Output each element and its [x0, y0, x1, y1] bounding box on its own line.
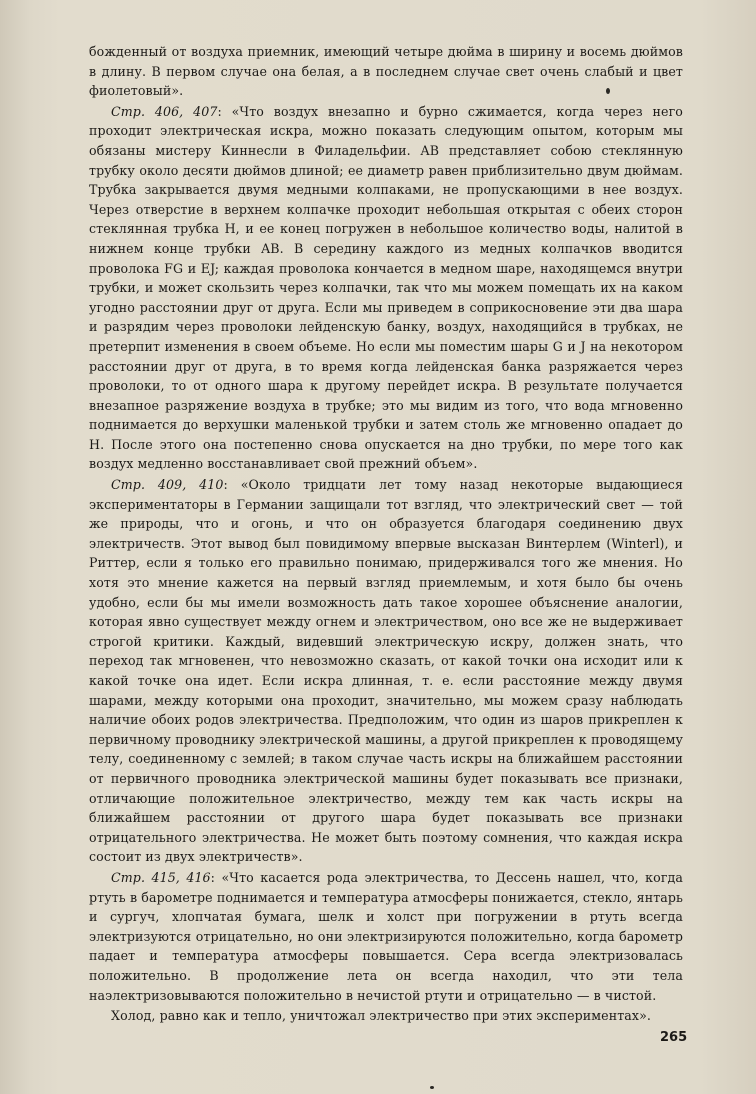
paragraph-4-text: : «Что касается рода электричества, то Дессень нашел, что, когда ртуть в барометре поднимается и температура атмосферы понижается, стекло, янтарь и сургуч, хлопчатая бумага, шелк и холст при погружении в ртуть всегда электризуются отрицательно, но они электризируются положительно, когда барометр падает и температура атмосферы повышается. Сера всегда электризовалась положительно. В продолжение лета он всегда находил, что эти тела наэлектризовываются положительно в нечистой ртути и отрицательно — в чистой. [89, 869, 683, 1003]
ink-speck [430, 1086, 434, 1089]
page-reference: Стр. 409, 410 [111, 477, 224, 493]
paragraph-3-text: : «Около тридцати лет тому назад некоторые выдающиеся экспериментаторы в Германии защищали тот взгляд, что электрический свет — той же природы, что и огонь, и что он образуется благодаря соединению двух электричеств. Этот вывод был повидимому впервые высказан Винтерлем (Winterl), и Риттер, если я только его правильно понимаю, придерживался того же мнения. Но хотя это мнение кажется на первый взгляд приемлемым, и хотя было бы очень удобно, если бы мы имели возможность дать такое хорошее объяснение аналогии, которая явно существует между огнем и электричеством, оно все же не выдерживает строгой критики. Каждый, видевший электрическую искру, должен знать, что переход так мгновенен, что невозможно сказать, от какой точки она исходит или к какой точке она идет. Если искра длинная, т. е. если расстояние между двумя шарами, между которыми она проходит, значительно, мы можем сразу наблюдать наличие обоих родов электричества. Предположим, что один из шаров прикреплен к первичному проводнику электрической машины, а другой прикреплен к проводящему телу, соединенному с землей; в таком случае часть искры на ближайшем расстоянии от первичного проводника электрической машины будет показывать все признаки, отличающие положительное электричество, между тем как часть искры на ближайшем расстоянии от другого шара будет показывать все признаки отрицательного электричества. Не может быть поэтому сомнения, что каждая искра состоит из двух электричеств». [89, 477, 684, 865]
body-text [89, 42, 683, 1026]
paragraph-5 [89, 1006, 683, 1026]
page-number: 265 [660, 1030, 688, 1045]
page-reference: Стр. 406, 407 [111, 103, 218, 119]
paragraph-4 [89, 868, 683, 1005]
page-reference: Стр. 415, 416 [111, 869, 211, 885]
paragraph-2 [89, 102, 683, 474]
paragraph-1-text: божденный от воздуха приемник, имеющий четыре дюйма в ширину и восемь дюймов в длину. В первом случае она белая, а в последнем случае свет очень слабый и цвет фиолетовый». [89, 44, 683, 99]
paragraph-3 [89, 475, 683, 867]
ink-speck [606, 88, 610, 94]
paragraph-5-text: Холод, равно как и тепло, уничтожал электричество при этих экспериментах». [111, 1008, 652, 1024]
paragraph-1 [89, 42, 683, 101]
paragraph-2-text: : «Что воздух внезапно и бурно сжимается, когда через него проходит электрическая искра, можно показать следующим опытом, которым мы обязаны мистеру Киннесли в Филадельфии. AB представляет собою стеклянную трубку около десяти дюймов длиной; ее диаметр равен приблизительно двум дюймам. Трубка закрывается двумя медными колпаками, не пропускающими в нее воздух. Через отверстие в верхнем колпачке проходит небольшая открытая с обеих сторон стеклянная трубка H, и ее конец погружен в небольшое количество воды, налитой в нижнем конце трубки AB. В середину каждого из медных колпачков вводится проволока FG и EJ; каждая проволока кончается в медном шаре, находящемся внутри трубки, и может скользить через колпачки, так что мы можем помещать их на каком угодно расстоянии друг от друга. Если мы приведем в соприкосновение эти два шара и разрядим через проволоки лейденскую банку, воздух, находящийся в трубках, не претерпит изменения в своем объеме. Но если мы поместим шары G и J на некотором расстоянии друг от друга, в то время когда лейденская банка разряжается через проволоки, то от одного шара к другому перейдет искра. В результате получается внезапное разряжение воздуха в трубке; это мы видим из того, что вода мгновенно поднимается до верхушки маленькой трубки и затем столь же мгновенно опадает до H. После этого она постепенно снова опускается на дно трубки, по мере того как воздух медленно восстанавливает свой прежний объем». [89, 103, 683, 472]
